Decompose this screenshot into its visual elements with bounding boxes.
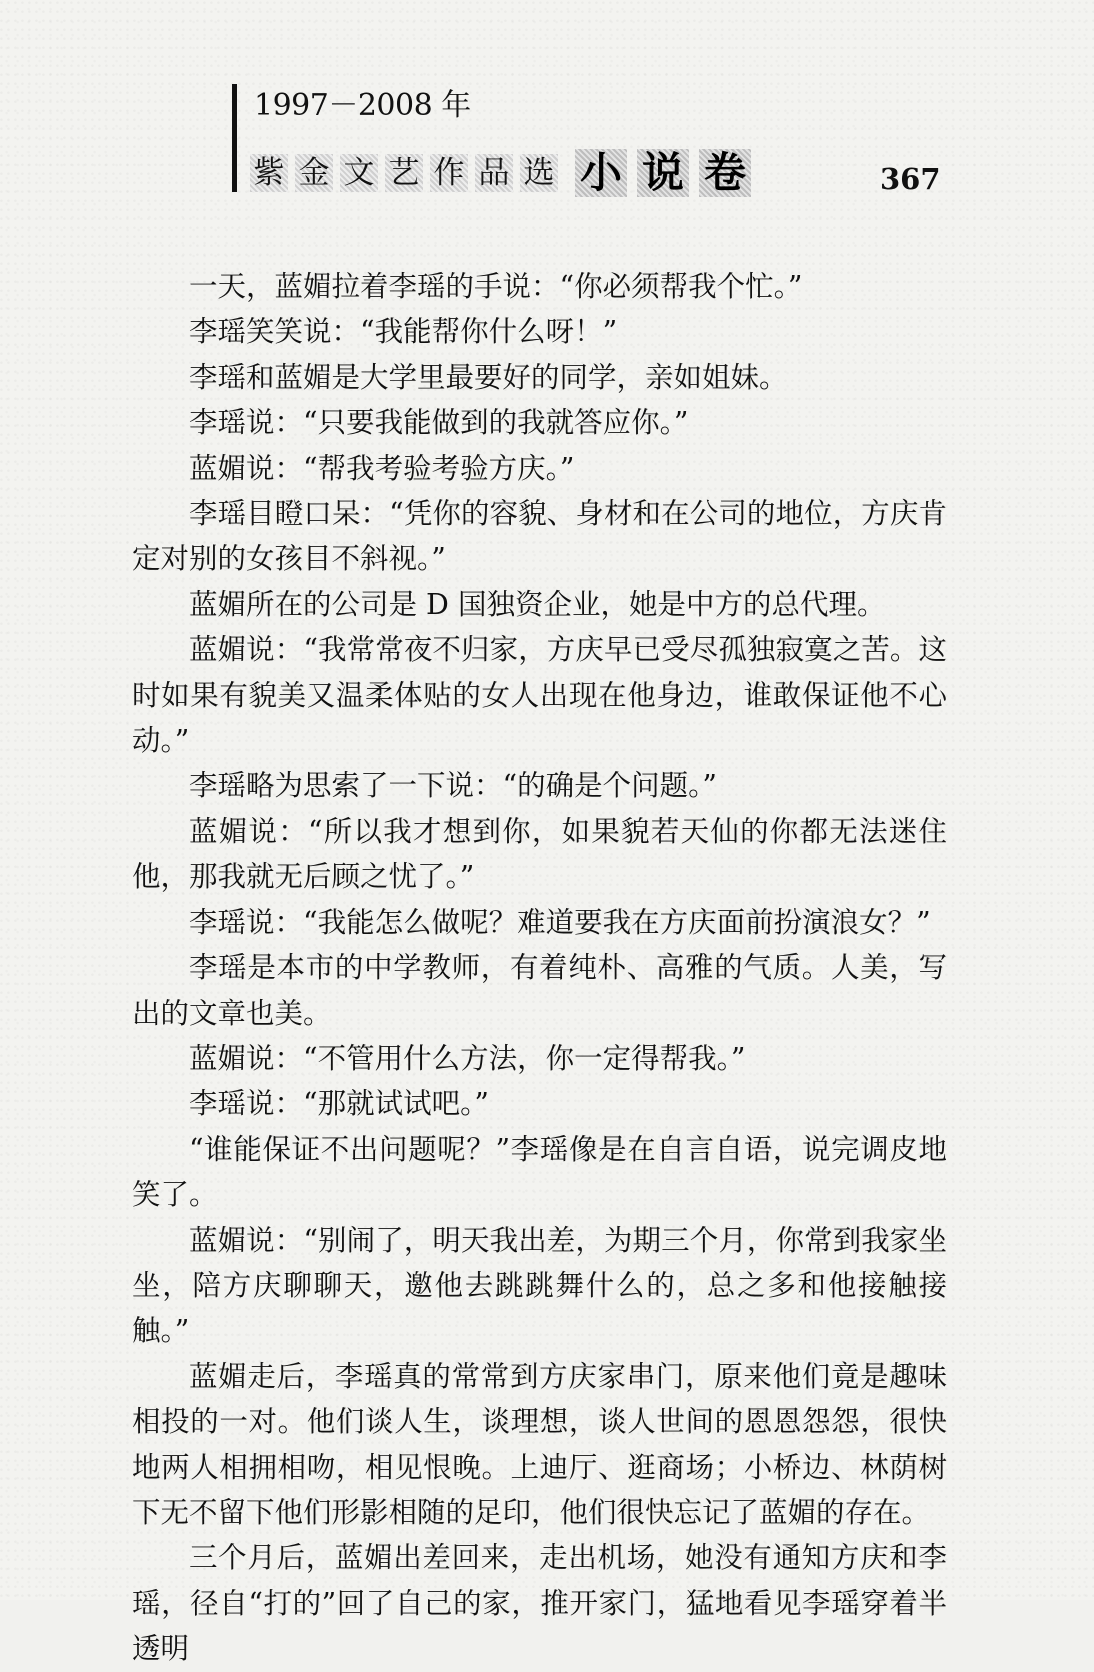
paragraph: 李瑶笑笑说：“我能帮你什么呀！” bbox=[189, 315, 618, 349]
body-text bbox=[132, 264, 947, 1672]
paragraph: 李瑶说：“那就试试吧。” bbox=[189, 1087, 489, 1121]
paragraph: 李瑶目瞪口呆：“凭你的容貌、身材和在公司的地位，方庆肯定对别的女孩目不斜视。” bbox=[132, 497, 947, 576]
paragraph: 蓝媚所在的公司是 D 国独资企业，她是中方的总代理。 bbox=[189, 587, 886, 621]
page-number: 367 bbox=[880, 162, 941, 196]
series-char: 艺 bbox=[385, 154, 423, 192]
series-title bbox=[250, 150, 751, 196]
paragraph: 李瑶说：“只要我能做到的我就答应你。” bbox=[189, 406, 689, 440]
series-char: 金 bbox=[295, 154, 333, 192]
paragraph: 李瑶略为思索了一下说：“的确是个问题。” bbox=[189, 769, 717, 803]
volume-char: 小 bbox=[575, 149, 627, 197]
paragraph: 李瑶说：“我能怎么做呢？难道要我在方庆面前扮演浪女？” bbox=[189, 905, 931, 939]
paragraph: 李瑶是本市的中学教师，有着纯朴、高雅的气质。人美，写出的文章也美。 bbox=[132, 951, 947, 1030]
paragraph: 蓝媚说：“所以我才想到你，如果貌若天仙的你都无法迷住他，那我就无后顾之忧了。” bbox=[132, 814, 947, 894]
paragraph: 一天，蓝媚拉着李瑶的手说：“你必须帮我个忙。” bbox=[189, 270, 803, 303]
series-char: 紫 bbox=[250, 154, 288, 192]
paragraph: “谁能保证不出问题呢？”李瑶像是在自言自语，说完调皮地笑了。 bbox=[132, 1132, 947, 1212]
paragraph: 蓝媚走后，李瑶真的常常到方庆家串门，原来他们竟是趣味相投的一对。他们谈人生，谈理想，谈人世间的恩恩怨怨，很快地两人相拥相吻，相见恨晚。上迪厅、逛商场；小桥边、林荫树下无不留下他们形影相随的足印，他们很快忘记了蓝媚的存在。 bbox=[132, 1359, 947, 1529]
series-char: 品 bbox=[475, 154, 513, 192]
paragraph: 蓝媚说：“我常常夜不归家，方庆早已受尽孤独寂寞之苦。这时如果有貌美又温柔体贴的女人出现在他身边，谁敢保证他不心动。” bbox=[132, 633, 947, 758]
series-char: 文 bbox=[340, 154, 378, 192]
volume-char: 卷 bbox=[699, 149, 751, 197]
volume-char: 说 bbox=[637, 149, 689, 197]
series-char: 作 bbox=[430, 154, 468, 192]
paragraph: 蓝媚说：“别闹了，明天我出差，为期三个月，你常到我家坐坐，陪方庆聊聊天，邀他去跳跳舞什么的，总之多和他接触接触。” bbox=[132, 1223, 947, 1348]
paragraph: 蓝媚说：“帮我考验考验方庆。” bbox=[189, 451, 575, 485]
header-years: 1997－2008 年 bbox=[254, 88, 471, 123]
paragraph: 蓝媚说：“不管用什么方法，你一定得帮我。” bbox=[189, 1041, 746, 1075]
paragraph: 李瑶和蓝媚是大学里最要好的同学，亲如姐妹。 bbox=[189, 360, 788, 394]
series-char: 选 bbox=[520, 154, 558, 192]
paragraph: 三个月后，蓝媚出差回来，走出机场，她没有通知方庆和李瑶，径自“打的”回了自己的家，推开家门，猛地看见李瑶穿着半透明 bbox=[132, 1541, 947, 1666]
header-rule bbox=[232, 84, 237, 192]
